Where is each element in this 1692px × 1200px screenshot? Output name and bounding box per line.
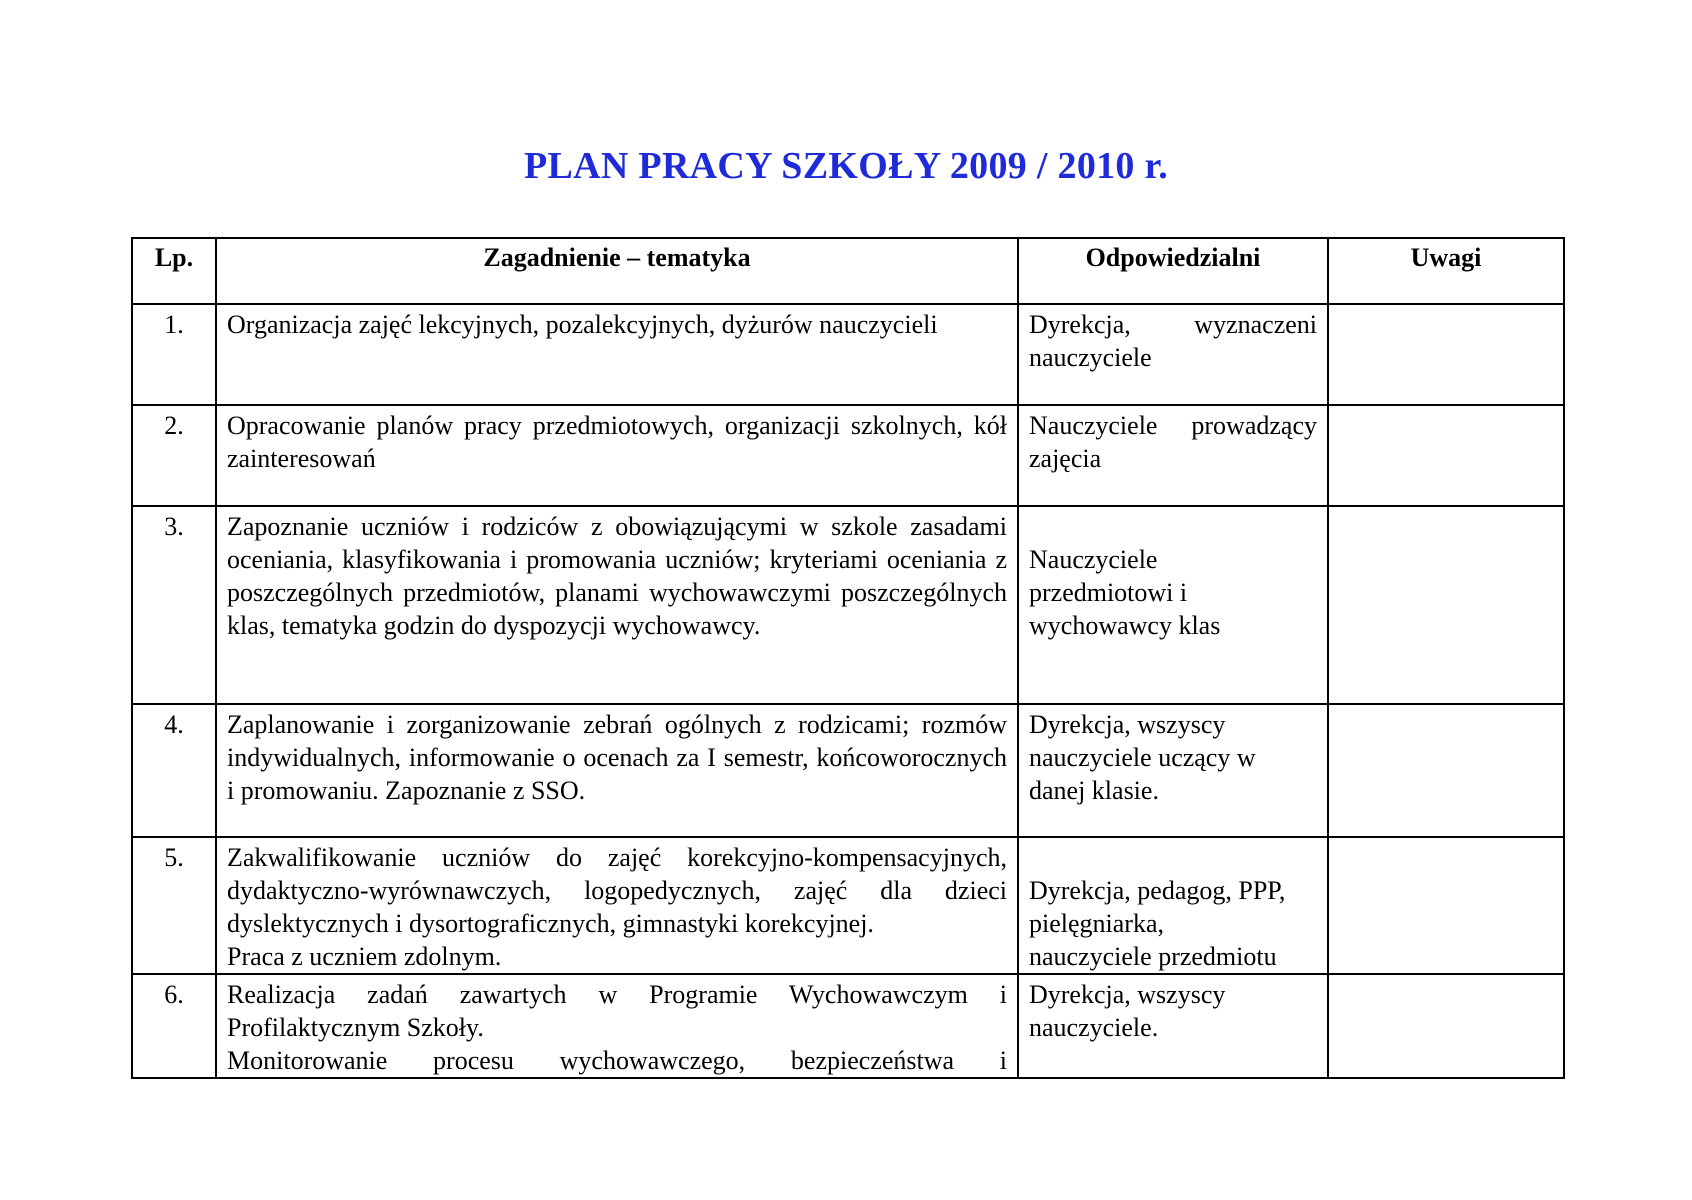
table-row <box>132 974 1564 1078</box>
row-notes <box>1328 974 1564 1078</box>
row-notes <box>1328 704 1564 837</box>
row-responsible: Nauczyciele prowadzący zajęcia <box>1018 405 1328 506</box>
header-topic: Zagadnienie – tematyka <box>216 238 1018 304</box>
row-topic <box>216 974 1018 1078</box>
header-lp: Lp. <box>132 238 216 304</box>
responsible-line: Dyrekcja, wszyscy <box>1029 710 1226 739</box>
responsible-line: Dyrekcja, pedagog, PPP, <box>1029 876 1286 905</box>
header-notes: Uwagi <box>1328 238 1564 304</box>
header-responsible: Odpowiedzialni <box>1018 238 1328 304</box>
topic-text: Realizacja zadań zawartych w Programie Wychowawczym i Profilaktycznym Szkoły. <box>227 980 1007 1042</box>
table-row <box>132 304 1564 405</box>
responsible-line: nauczyciele. <box>1029 1013 1159 1042</box>
row-responsible <box>1018 704 1328 837</box>
row-topic: Zapoznanie uczniów i rodziców z obowiązującymi w szkole zasadami oceniania, klasyfikowania i promowania uczniów; kryteriami oceniania z poszczególnych przedmiotów, planami wychowawczymi poszczególnych klas, tematyka godzin do dyspozycji wychowawcy. <box>216 506 1018 704</box>
responsible-line: Nauczyciele <box>1029 545 1158 574</box>
row-responsible: Dyrekcja, wyznaczeni nauczyciele <box>1018 304 1328 405</box>
row-responsible <box>1018 974 1328 1078</box>
row-responsible <box>1018 506 1328 704</box>
responsible-line: pielęgniarka, <box>1029 909 1164 938</box>
row-notes <box>1328 304 1564 405</box>
row-number: 5. <box>132 837 216 974</box>
topic-text: Zakwalifikowanie uczniów do zajęć korekcyjno-kompensacyjnych, dydaktyczno-wyrównawczych, logopedycznych, zajęć dla dzieci dyslektycznych i dysortograficznych, gimnastyki korekcyjnej. <box>227 843 1007 938</box>
row-number: 2. <box>132 405 216 506</box>
row-number: 1. <box>132 304 216 405</box>
row-notes <box>1328 837 1564 974</box>
table-row <box>132 405 1564 506</box>
row-notes <box>1328 405 1564 506</box>
row-number: 3. <box>132 506 216 704</box>
row-topic: Organizacja zajęć lekcyjnych, pozalekcyjnych, dyżurów nauczycieli <box>216 304 1018 405</box>
topic-extra: Praca z uczniem zdolnym. <box>227 942 502 971</box>
row-number: 4. <box>132 704 216 837</box>
responsible-line: przedmiotowi i <box>1029 578 1188 607</box>
row-notes <box>1328 506 1564 704</box>
responsible-line: nauczyciele uczący w <box>1029 743 1256 772</box>
page-title: PLAN PRACY SZKOŁY 2009 / 2010 r. <box>523 145 1169 187</box>
table-row <box>132 704 1564 837</box>
responsible-line: danej klasie. <box>1029 776 1159 805</box>
row-responsible <box>1018 837 1328 974</box>
table-header-row <box>132 238 1564 304</box>
responsible-line: nauczyciele przedmiotu <box>1029 942 1277 971</box>
table-row <box>132 506 1564 704</box>
responsible-line: Dyrekcja, wszyscy <box>1029 980 1226 1009</box>
row-topic: Opracowanie planów pracy przedmiotowych, organizacji szkolnych, kół zainteresowań <box>216 405 1018 506</box>
row-number: 6. <box>132 974 216 1078</box>
plan-table <box>131 237 1565 1079</box>
topic-extra: Monitorowanie procesu wychowawczego, bezpieczeństwa i <box>227 1046 1007 1075</box>
row-topic: Zaplanowanie i zorganizowanie zebrań ogólnych z rodzicami; rozmów indywidualnych, informowanie o ocenach za I semestr, końcoworocznych i promowaniu. Zapoznanie z SSO. <box>216 704 1018 837</box>
table-row <box>132 837 1564 974</box>
row-topic <box>216 837 1018 974</box>
responsible-line: wychowawcy klas <box>1029 611 1221 640</box>
